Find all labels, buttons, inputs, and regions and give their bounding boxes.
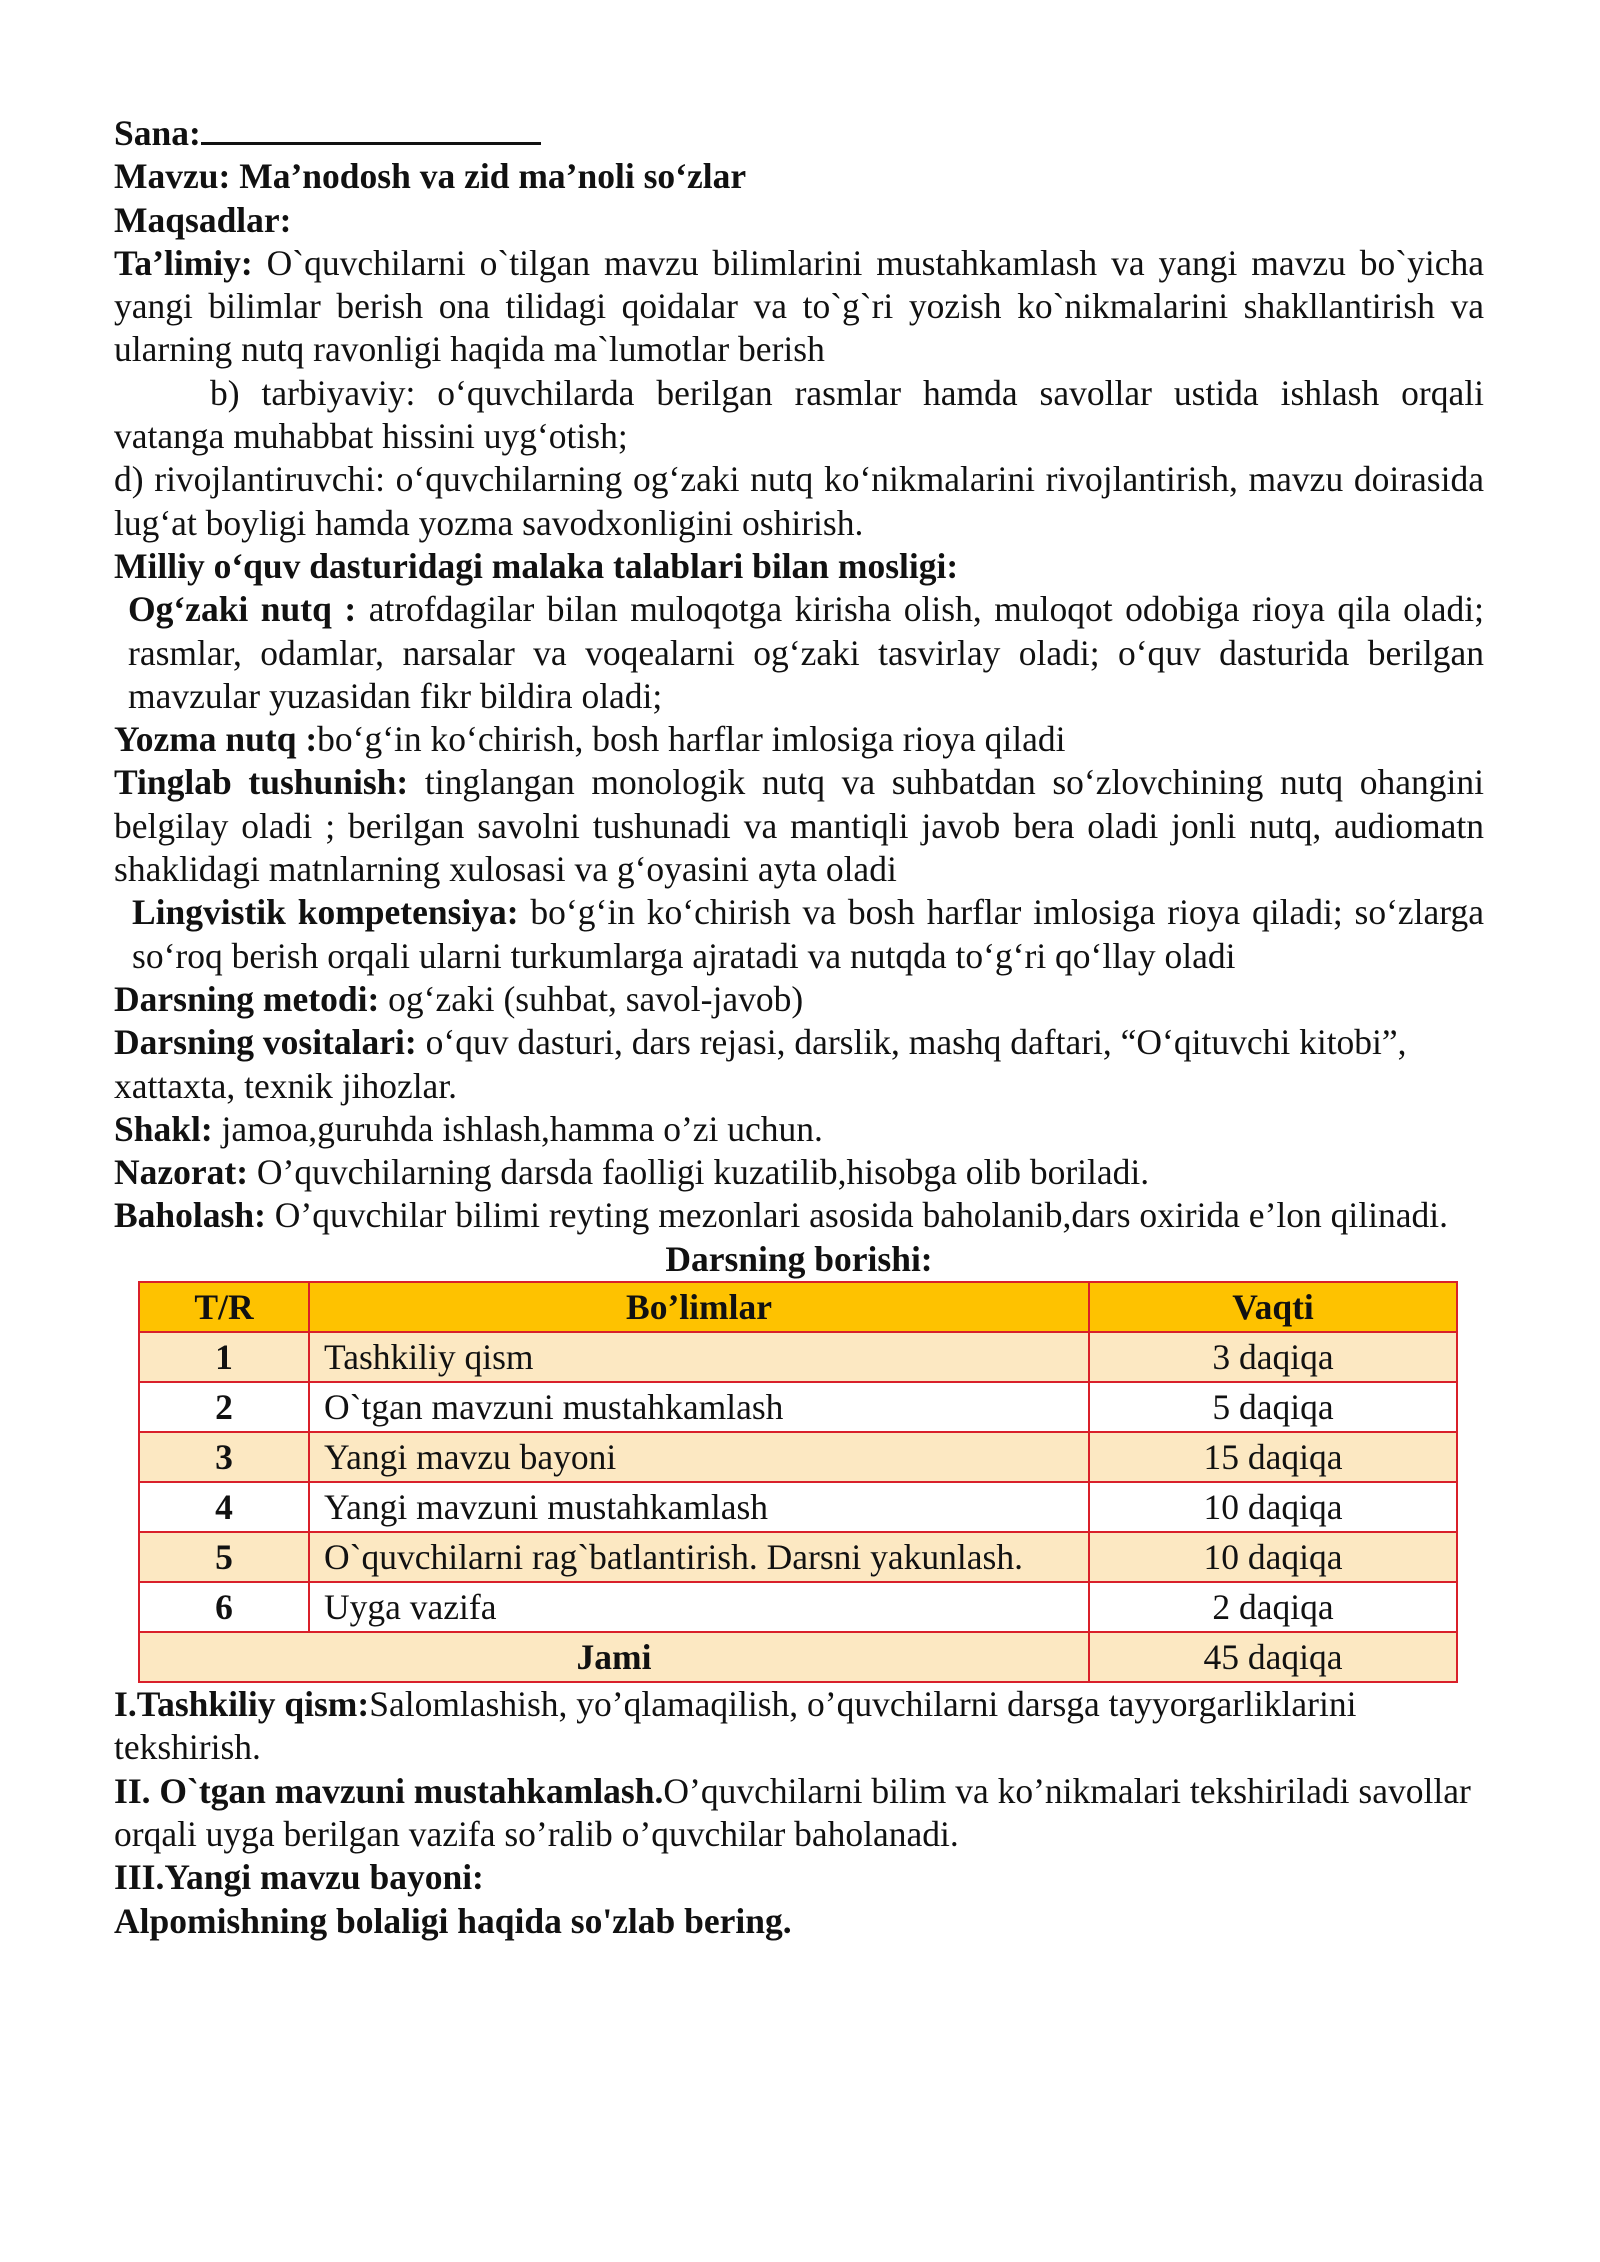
method-line (114, 978, 1484, 1021)
row-section: Uyga vazifa (309, 1582, 1089, 1632)
standards-heading (114, 545, 1484, 588)
listening (114, 761, 1484, 891)
row-time: 15 daqiqa (1089, 1432, 1457, 1482)
table-header-row (139, 1282, 1457, 1332)
total-label: Jami (139, 1632, 1089, 1682)
listening-label: Tinglab tushunish: (114, 762, 409, 803)
row-num: 1 (139, 1332, 309, 1382)
oral-speech (114, 588, 1484, 718)
table-total-row (139, 1632, 1457, 1682)
row-section: Yangi mavzuni mustahkamlash (309, 1482, 1089, 1532)
row-time: 3 daqiqa (1089, 1332, 1457, 1382)
topic-line (114, 155, 1484, 198)
written-label: Yozma nutq : (114, 719, 318, 760)
control-text: O’quvchilarning darsda faolligi kuzatilib,hisobga olib boriladi. (248, 1152, 1150, 1193)
row-num: 2 (139, 1382, 309, 1432)
educational-text: O`quvchilarni o`tilgan mavzu bilimlarini mustahkamlash va yangi mavzu bo`yicha yangi bilimlar berish ona tilidagi qoidalar va to`g`ri yozish ko`nikmalarini shakllantirish va ularning nutq ravonligi haqida ma`lumotlar berish (114, 242, 1484, 370)
topic-title: Ma’nodosh va zid ma’noli so‘zlar (239, 156, 747, 197)
row-num: 5 (139, 1532, 309, 1582)
part2-line (114, 1770, 1484, 1857)
written-speech (114, 718, 1484, 761)
topic-label: Mavzu: (114, 156, 231, 197)
row-time: 5 daqiqa (1089, 1382, 1457, 1432)
table-row (139, 1332, 1457, 1382)
part1-text: Salomlashish, yo’qlamaqilish, o’quvchilarni darsga tayyorgarliklarini tekshirish. (114, 1684, 1357, 1768)
assessment-line (114, 1194, 1484, 1237)
date-line (114, 112, 1484, 155)
developmental-goal: d) rivojlantiruvchi: o‘quvchilarning og‘zaki nutq ko‘nikmalarini rivojlantirish, mavzu doirasida lug‘at boyligi hamda yozma savodxonligini oshirish. (114, 459, 1484, 543)
part1-line (114, 1683, 1484, 1770)
table-row (139, 1432, 1457, 1482)
method-text: og‘zaki (suhbat, savol-javob) (379, 978, 804, 1019)
table-row (139, 1482, 1457, 1532)
table-row (139, 1532, 1457, 1582)
row-section: O`tgan mavzuni mustahkamlash (309, 1382, 1089, 1432)
form-label: Shakl: (114, 1108, 213, 1149)
row-num: 4 (139, 1482, 309, 1532)
part3-heading (114, 1856, 1484, 1899)
row-section: Yangi mavzu bayoni (309, 1432, 1089, 1482)
header-num: T/R (139, 1282, 309, 1332)
assessment-text: O’quvchilar bilimi reyting mezonlari asosida baholanib,dars oxirida e’lon qilinadi. (265, 1195, 1448, 1236)
goals-heading (114, 199, 1484, 242)
tools-label: Darsning vositalari: (114, 1022, 417, 1063)
tools-line (114, 1021, 1484, 1108)
oral-text: atrofdagilar bilan muloqotga kirisha olish, muloqot odobiga rioya qila oladi; rasmlar, odamlar, narsalar va voqealarni og‘zaki tasvirlay oladi; o‘quv dasturida berilgan mavzular yuzasidan fikr bildira oladi; (128, 589, 1485, 716)
row-section: O`quvchilarni rag`batlantirish. Darsni yakunlash. (309, 1532, 1089, 1582)
goals-heading-text: Maqsadlar: (114, 199, 292, 240)
linguistic-competence (114, 891, 1484, 978)
linguistic-label: Lingvistik kompetensiya: (132, 892, 519, 933)
date-blank-line (201, 112, 541, 145)
upbringing-goal: b) tarbiyaviy: o‘quvchilarda berilgan rasmlar hamda savollar ustida ishlash orqali vatanga muhabbat hissini uyg‘otish; (114, 372, 1484, 457)
header-time: Vaqti (1089, 1282, 1457, 1332)
lesson-flow-caption: Darsning borishi: (665, 1238, 933, 1279)
row-num: 3 (139, 1432, 309, 1482)
row-time: 10 daqiqa (1089, 1532, 1457, 1582)
assessment-label: Baholash: (114, 1195, 266, 1236)
part3-label: III.Yangi mavzu bayoni: (114, 1857, 484, 1898)
method-label: Darsning metodi: (114, 978, 380, 1019)
written-text: bo‘g‘in ko‘chirish, bosh harflar imlosiga rioya qiladi (317, 719, 1066, 760)
oral-label: Og‘zaki nutq : (128, 589, 357, 630)
row-section: Tashkiliy qism (309, 1332, 1089, 1382)
part3-task-text: Alpomishning bolaligi haqida so'zlab bering. (114, 1900, 792, 1941)
lesson-plan-page (114, 112, 1484, 1943)
tools-text: o‘quv dasturi, dars rejasi, darslik, mashq daftari, “O‘qituvchi kitobi”, xattaxta, texnik jihozlar. (114, 1022, 1407, 1106)
row-time: 2 daqiqa (1089, 1582, 1457, 1632)
control-line (114, 1151, 1484, 1194)
listening-text: tinglangan monologik nutq va suhbatdan so‘zlovchining nutq ohangini belgilay oladi ; berilgan savolni tushunadi va mantiqli javob bera oladi jonli nutq, audiomatn shaklidagi matnlarning xulosasi va g‘oyasini ayta oladi (114, 762, 1484, 890)
form-line (114, 1108, 1484, 1151)
row-time: 10 daqiqa (1089, 1482, 1457, 1532)
form-text: jamoa,guruhda ishlash,hamma o’zi uchun. (212, 1108, 823, 1149)
part1-label: I.Tashkiliy qism: (114, 1684, 370, 1725)
table-row (139, 1382, 1457, 1432)
lesson-flow-table (138, 1281, 1458, 1683)
header-section: Bo’limlar (309, 1282, 1089, 1332)
total-time: 45 daqiqa (1089, 1632, 1457, 1682)
linguistic-text: bo‘g‘in ko‘chirish va bosh harflar imlosiga rioya qiladi; so‘zlarga so‘roq berish orqali ularni turkumlarga ajratadi va nutqda to‘g‘ri qo‘llay oladi (132, 892, 1484, 976)
part3-task (114, 1900, 1484, 1943)
control-label: Nazorat: (114, 1152, 249, 1193)
educational-goal (114, 242, 1484, 372)
table-row (139, 1582, 1457, 1632)
date-label: Sana: (114, 113, 201, 153)
part2-text: O’quvchilarni bilim va ko’nikmalari tekshiriladi savollar orqali uyga berilgan vazifa so’ralib o’quvchilar baholanadi. (114, 1770, 1471, 1854)
row-num: 6 (139, 1582, 309, 1632)
standards-heading-text: Milliy o‘quv dasturidagi malaka talablari bilan mosligi: (114, 545, 959, 586)
educational-label: Ta’limiy: (114, 242, 253, 283)
part2-label: II. O`tgan mavzuni mustahkamlash. (114, 1770, 664, 1811)
